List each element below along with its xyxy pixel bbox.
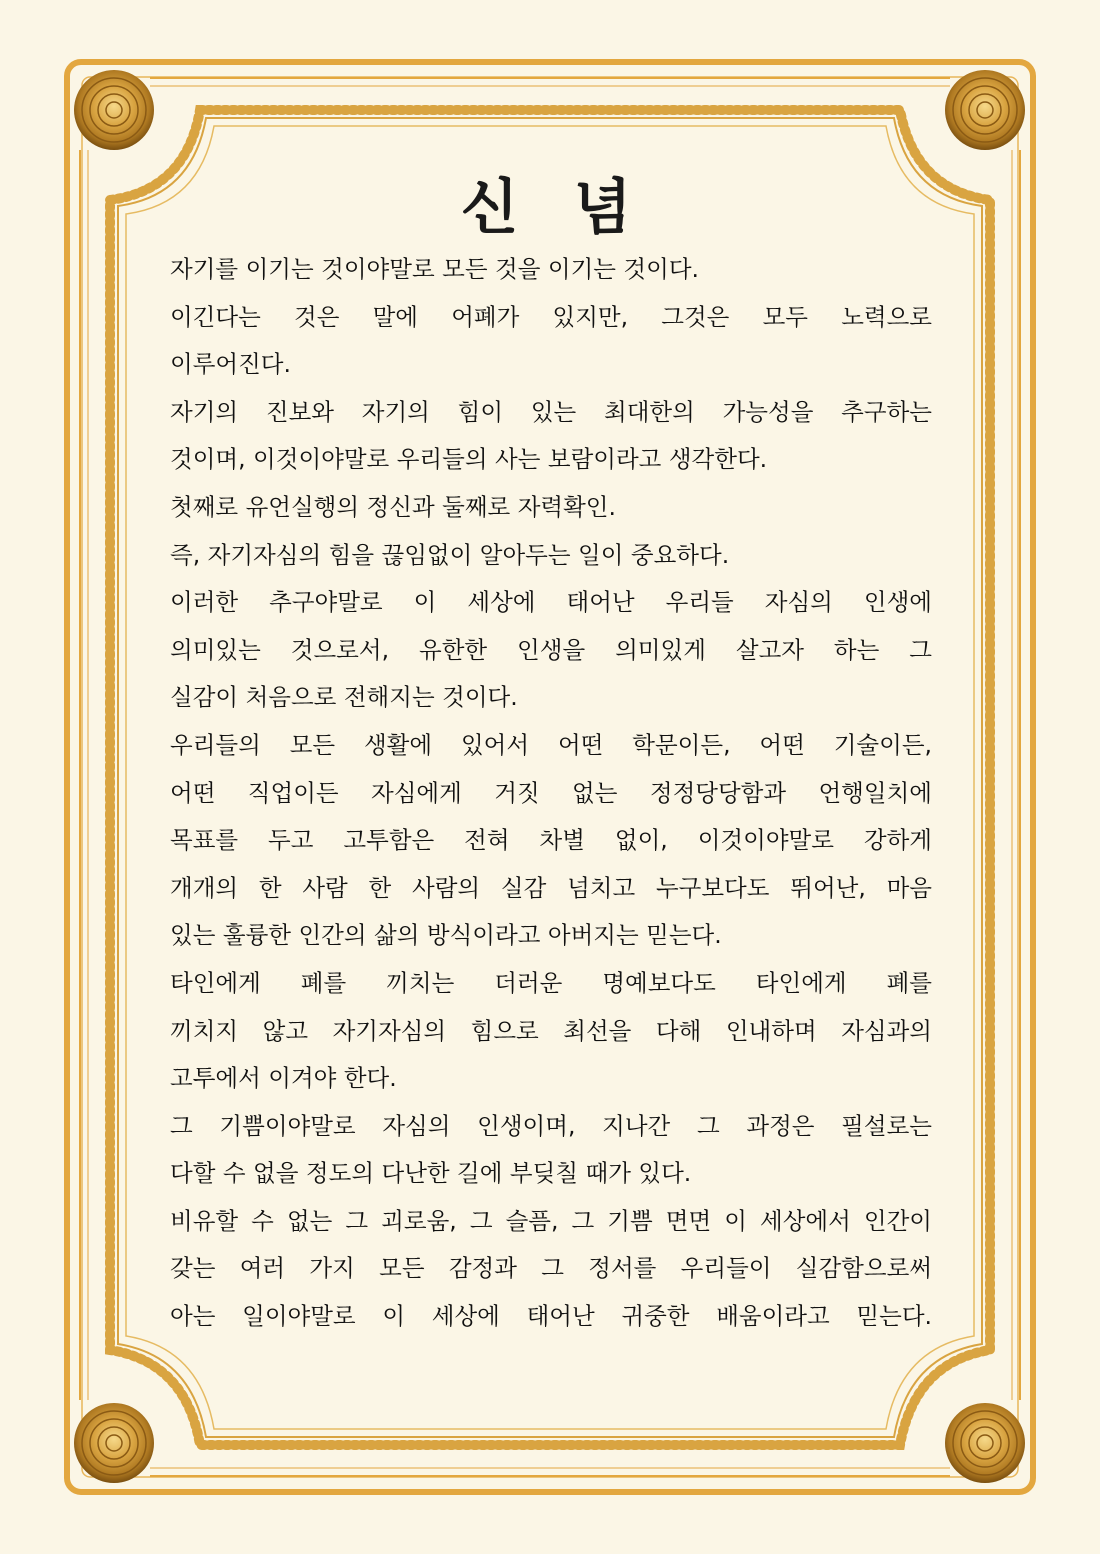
text-line: 자기를 이기는 것이야말로 모든 것을 이기는 것이다.: [170, 255, 700, 283]
gold-medallion-icon-bottom-right: [945, 1403, 1025, 1483]
text-line: 어떤 직업이든 자심에게 거짓 없는 정정당당함과 언행일치에: [170, 778, 932, 807]
text-line: 타인에게 폐를 끼치는 더러운 명예보다도 타인에게 폐를: [170, 968, 932, 997]
text-line: 것이며, 이것이야말로 우리들의 사는 보람이라고 생각한다.: [170, 445, 768, 474]
text-line: 그 기쁨이야말로 자심의 인생이며, 지나간 그 과정은 필설로는: [170, 1111, 932, 1140]
text-line: 개개의 한 사람 한 사람의 실감 넘치고 누구보다도 뛰어난, 마음: [170, 873, 932, 902]
text-line: 있는 훌륭한 인간의 삶의 방식이라고 아버지는 믿는다.: [170, 921, 722, 950]
text-line: 이긴다는 것은 말에 어폐가 있지만, 그것은 모두 노력으로: [170, 302, 932, 331]
text-line: 첫째로 유언실행의 정신과 둘째로 자력확인.: [170, 492, 616, 521]
text-line: 끼치지 않고 자기자심의 힘으로 최선을 다해 인내하며 자심과의: [170, 1016, 932, 1045]
gold-medallion-icon-top-right: [945, 70, 1025, 150]
gold-medallion-icon-bottom-left: [74, 1403, 154, 1483]
text-line: 목표를 두고 고투함은 전혀 차별 없이, 이것이야말로 강하게: [170, 826, 932, 855]
text-line: 이루어진다.: [170, 350, 291, 379]
text-line: 의미있는 것으로서, 유한한 인생을 의미있게 살고자 하는 그: [170, 635, 932, 664]
text-line: 이러한 추구야말로 이 세상에 태어난 우리들 자심의 인생에: [170, 588, 932, 617]
text-line: 아는 일이야말로 이 세상에 태어난 귀중한 배움이라고 믿는다.: [170, 1302, 932, 1331]
text-line: 비유할 수 없는 그 괴로움, 그 슬픔, 그 기쁨 면면 이 세상에서 인간이: [170, 1206, 932, 1235]
text-line: 다할 수 없을 정도의 다난한 길에 부딪칠 때가 있다.: [170, 1159, 692, 1188]
text-line: 자기의 진보와 자기의 힘이 있는 최대한의 가능성을 추구하는: [170, 397, 932, 426]
text-line: 실감이 처음으로 전해지는 것이다.: [170, 683, 518, 712]
gold-medallion-icon-top-left: [74, 70, 154, 150]
text-line: 고투에서 이겨야 한다.: [170, 1064, 397, 1093]
text-line: 즉, 자기자심의 힘을 끊임없이 알아두는 일이 중요하다.: [170, 540, 730, 569]
document-body: [170, 246, 932, 1341]
text-line: 갖는 여러 가지 모든 감정과 그 정서를 우리들이 실감함으로써: [170, 1254, 932, 1283]
text-line: 우리들의 모든 생활에 있어서 어떤 학문이든, 어떤 기술이든,: [170, 730, 932, 759]
document-title: 신 념: [460, 173, 640, 243]
